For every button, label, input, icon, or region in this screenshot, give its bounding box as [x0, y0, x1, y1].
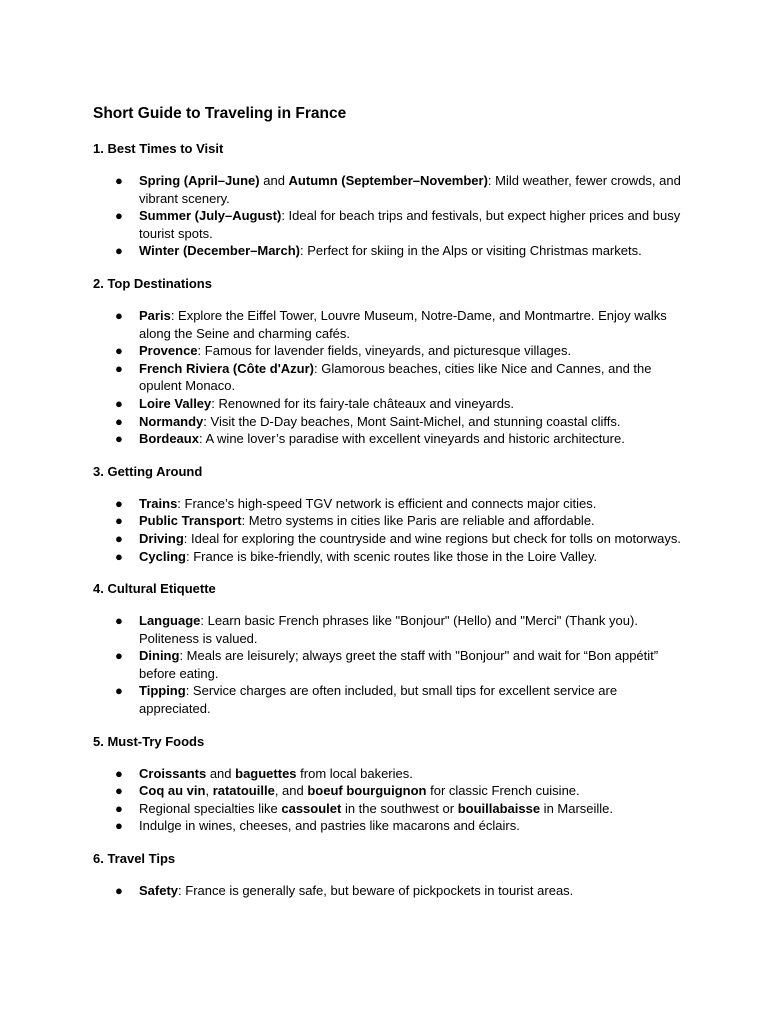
document-body — [93, 140, 683, 900]
body-text: : Renowned for its fairy-tale châteaux and vineyards. — [211, 395, 515, 411]
body-text: Indulge in wines, cheeses, and pastries like macarons and éclairs. — [139, 818, 520, 834]
bullet-icon: ● — [115, 648, 123, 664]
bold-text: ratatouille — [212, 783, 275, 799]
bold-text: Winter (December–March) — [139, 243, 300, 259]
bullet-icon: ● — [115, 613, 123, 629]
bullet-icon: ● — [115, 243, 123, 259]
bold-text: Coq au vin — [139, 783, 206, 799]
body-text: : Ideal for beach trips and festivals, but expect higher prices and busy tourist spots. — [139, 208, 681, 241]
bold-text: Tipping — [139, 683, 186, 699]
bold-text: Driving — [139, 530, 184, 546]
bullet-icon: ● — [115, 800, 123, 816]
bold-text: Dining — [139, 648, 180, 664]
bullet-icon: ● — [115, 513, 123, 529]
bullet-icon: ● — [115, 431, 123, 447]
list-item — [93, 612, 683, 647]
bold-text: Language — [139, 613, 201, 629]
body-text: : France’s high-speed TGV network is efficient and connects major cities. — [177, 495, 597, 511]
bullet-icon: ● — [115, 818, 123, 834]
bold-text: Public Transport — [139, 513, 242, 529]
bullet-icon: ● — [115, 173, 123, 188]
bullet-icon: ● — [115, 413, 123, 429]
body-text: for classic French cuisine. — [426, 783, 580, 799]
bold-text: Bordeaux — [139, 431, 199, 447]
section-heading: 2. Top Destinations — [93, 275, 212, 291]
list-item — [93, 360, 683, 395]
body-text: Regional specialties like — [139, 800, 282, 816]
body-text: in the southwest or — [341, 800, 458, 816]
list-item — [93, 307, 683, 342]
section-heading: 3. Getting Around — [93, 463, 203, 479]
bullet-list — [93, 882, 683, 900]
list-item — [93, 817, 683, 835]
bullet-icon: ● — [115, 495, 123, 511]
list-item — [93, 342, 683, 360]
section-heading: 5. Must-Try Foods — [93, 733, 205, 749]
bullet-icon: ● — [115, 883, 123, 899]
bold-text: Cycling — [139, 548, 186, 564]
bullet-icon: ● — [115, 395, 123, 411]
body-text: : Glamorous beaches, cities like Nice and Cannes, and the opulent Monaco. — [139, 360, 652, 394]
bullet-icon: ● — [115, 765, 123, 781]
bold-text: boeuf bourguignon — [307, 783, 427, 799]
section-heading: 6. Travel Tips — [93, 851, 176, 867]
body-text: : Explore the Eiffel Tower, Louvre Museum, Notre-Dame, and Montmartre. Enjoy walks along the Seine and charming cafés. — [139, 307, 667, 341]
bullet-list — [93, 765, 683, 835]
body-text: : Visit the D-Day beaches, Mont Saint-Michel, and stunning coastal cliffs. — [203, 413, 621, 429]
bold-text: Croissants — [139, 765, 207, 781]
list-item — [93, 512, 683, 530]
list-item — [93, 172, 683, 207]
body-text: : Famous for lavender fields, vineyards, and picturesque villages. — [197, 343, 572, 359]
bold-text: Spring (April–June) — [139, 173, 260, 188]
section-heading: 1. Best Times to Visit — [93, 141, 224, 156]
bold-text: baguettes — [235, 765, 297, 781]
bold-text: French Riviera (Côte d'Azur) — [139, 360, 315, 376]
list-item — [93, 647, 683, 682]
list-item — [93, 682, 683, 717]
bullet-list — [93, 495, 683, 565]
body-text: : Learn basic French phrases like "Bonjour" (Hello) and "Merci" (Thank you). Politeness is valued. — [139, 613, 638, 646]
bullet-icon: ● — [115, 343, 123, 359]
bullet-icon: ● — [115, 530, 123, 546]
list-item — [93, 495, 683, 513]
body-text: and — [206, 765, 236, 781]
bullet-list — [93, 612, 683, 718]
bullet-list — [93, 172, 683, 260]
list-item — [93, 530, 683, 548]
bold-text: cassoulet — [281, 800, 342, 816]
body-text: : Metro systems in cities like Paris are reliable and affordable. — [241, 513, 595, 529]
list-item — [93, 207, 683, 242]
body-text: : Meals are leisurely; always greet the staff with "Bonjour" and wait for “Bon appétit” before eating. — [139, 648, 659, 681]
document-page — [93, 104, 683, 915]
list-item — [93, 548, 683, 566]
bold-text: Paris — [139, 307, 171, 323]
bullet-list — [93, 307, 683, 448]
body-text: , — [205, 783, 213, 799]
section-heading: 4. Cultural Etiquette — [93, 581, 216, 597]
list-item — [93, 430, 683, 448]
body-text: : Perfect for skiing in the Alps or visiting Christmas markets. — [299, 243, 642, 259]
document-title: Short Guide to Traveling in France — [93, 105, 347, 122]
bullet-icon: ● — [115, 208, 123, 224]
bold-text: Autumn (September–November) — [288, 173, 488, 188]
bold-text: Safety — [139, 883, 179, 899]
list-item — [93, 395, 683, 413]
bold-text: bouillabaisse — [457, 800, 541, 816]
list-item — [93, 765, 683, 783]
bold-text: Loire Valley — [139, 395, 212, 411]
bullet-icon: ● — [115, 683, 123, 699]
body-text: : Ideal for exploring the countryside and wine regions but check for tolls on motorways. — [183, 530, 681, 546]
bold-text: Trains — [139, 495, 178, 511]
bullet-icon: ● — [115, 783, 123, 799]
body-text: from local bakeries. — [296, 765, 413, 781]
list-item — [93, 800, 683, 818]
bold-text: Normandy — [139, 413, 204, 429]
body-text: : Mild weather, fewer crowds, and vibrant scenery. — [139, 173, 681, 206]
body-text: in Marseille. — [540, 800, 614, 816]
body-text: : A wine lover’s paradise with excellent vineyards and historic architecture. — [198, 431, 625, 447]
bold-text: Provence — [139, 343, 198, 359]
body-text: : France is bike-friendly, with scenic routes like those in the Loire Valley. — [185, 548, 598, 564]
list-item — [93, 782, 683, 800]
list-item — [93, 413, 683, 431]
body-text: : France is generally safe, but beware of pickpockets in tourist areas. — [178, 883, 574, 899]
bullet-icon: ● — [115, 360, 123, 376]
list-item — [93, 242, 683, 260]
bold-text: Summer (July–August) — [139, 208, 282, 224]
body-text: : Service charges are often included, but small tips for excellent service are appreciated. — [139, 683, 618, 717]
bullet-icon: ● — [115, 307, 123, 323]
body-text: , and — [274, 783, 308, 799]
list-item — [93, 882, 683, 900]
bullet-icon: ● — [115, 548, 123, 564]
body-text: and — [259, 173, 289, 188]
